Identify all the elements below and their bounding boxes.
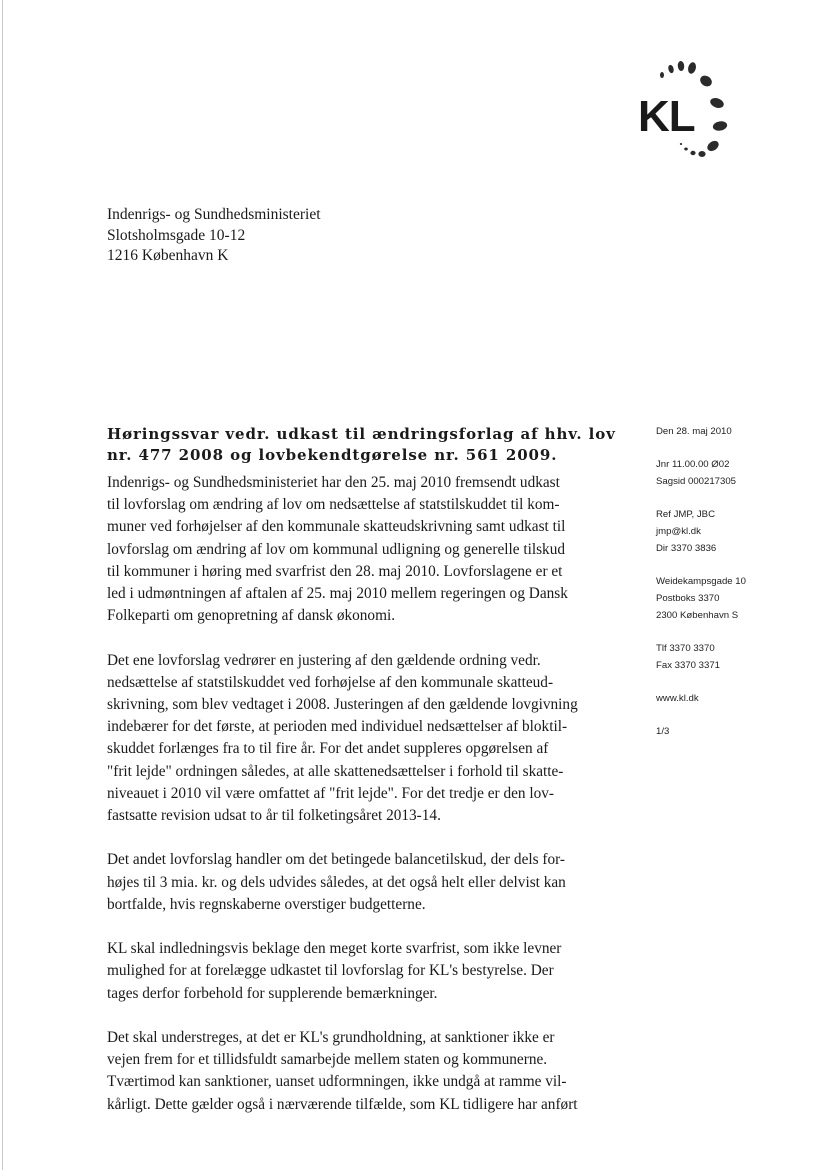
page-edge-line (2, 0, 3, 1170)
paragraph-5 (107, 1027, 627, 1116)
text-line: nedsættelse af statstilskuddet ved forhøjelse af den kommunale skatteud- (107, 673, 554, 691)
text-line: højes til 3 mia. kr. og dels udvides således, at det også helt eller delvist kan (107, 873, 566, 891)
text-line: Folkeparti om genopretning af dansk økonomi. (107, 607, 396, 625)
text-line: kårligt. Dette gælder også i nærværende tilfælde, som KL tidligere har anført (107, 1095, 578, 1113)
text-line: mulighed for at forelægge udkastet til lovforslag for KL's bestyrelse. Der (107, 962, 554, 980)
sidebar-page: 1/3 (656, 726, 670, 737)
paragraph-4 (107, 938, 627, 1005)
recipient-line: Slotsholmsgade 10-12 (107, 226, 246, 244)
kl-logo (620, 48, 760, 163)
sidebar-fax: Fax 3370 3371 (656, 660, 721, 671)
recipient-line: Indenrigs- og Sundhedsministeriet (107, 206, 321, 223)
text-line: lovforslag om ændring af lov om kommunal udligning og generelle tilskud (107, 540, 565, 558)
title-line: Høringssvar vedr. udkast til ændringsforlag af hhv. lov (107, 425, 616, 443)
paragraph-1 (107, 472, 627, 627)
sidebar-sagsid: Sagsid 000217305 (656, 476, 737, 487)
recipient-address (107, 205, 321, 267)
text-line: til kommuner i høring med svarfrist den 28. maj 2010. Lovforslagene er et (107, 562, 563, 580)
text-line: Tværtimod kan sanktioner, uanset udformningen, ikke undgå at ramme vil- (107, 1073, 567, 1091)
text-line: vejen frem for et tillidsfuldt samarbejde mellem staten og kommunerne. (107, 1051, 548, 1069)
paragraph-2 (107, 650, 627, 828)
text-line: skrivning, som blev vedtaget i 2008. Justeringen af den gældende lovgivning (107, 696, 578, 714)
text-line: bortfalde, hvis regnskaberne overstiger budgetterne. (107, 895, 426, 913)
text-line: niveauet i 2010 vil være omfattet af "frit lejde". For det tredje er den lov- (107, 784, 555, 802)
text-line: indebærer for det første, at perioden med individuel nedsættelser af bloktil- (107, 718, 568, 736)
sidebar-ref: Ref JMP, JBC (656, 509, 715, 520)
text-line: "frit lejde" ordningen således, at alle skattenedsættelser i forhold til skatte- (107, 762, 564, 780)
text-line: muner ved forhøjelser af den kommunale skatteudskrivning samt udkast til (107, 518, 566, 536)
sidebar-email: jmp@kl.dk (656, 526, 701, 537)
text-line: Det skal understreges, at det er KL's grundholdning, at sanktioner ikke er (107, 1029, 555, 1047)
paragraph-3 (107, 849, 627, 916)
text-line: Det andet lovforslag handler om det betingede balancetilskud, der dels for- (107, 851, 566, 869)
text-line: Indenrigs- og Sundhedsministeriet har den 25. maj 2010 fremsendt udkast (107, 474, 560, 491)
letter-body (107, 472, 627, 1138)
sidebar-postbox: Postboks 3370 (656, 593, 720, 604)
text-line: skuddet forlænges fra to til fire år. For det andet suppleres opgørelsen af (107, 740, 549, 758)
text-line: til lovforslag om ændring af lov om nedsættelse af statstilskuddet til kom- (107, 496, 560, 514)
sidebar-date: Den 28. maj 2010 (656, 426, 732, 437)
sidebar-dir: Dir 3370 3836 (656, 543, 717, 554)
title-line: nr. 477 2008 og lovbekendtgørelse nr. 561 2009. (107, 446, 558, 464)
text-line: KL skal indledningsvis beklage den meget korte svarfrist, som ikke levner (107, 940, 562, 958)
sidebar-tlf: Tlf 3370 3370 (656, 643, 715, 654)
kl-logo-text: KL (638, 92, 695, 141)
text-line: fastsatte revision udsat to år til folketingsåret 2013-14. (107, 807, 441, 825)
sidebar-street: Weidekampsgade 10 (656, 576, 746, 587)
text-line: tages derfor forbehold for supplerende bemærkninger. (107, 984, 438, 1002)
sidebar-city: 2300 København S (656, 610, 739, 621)
letter-title (107, 424, 627, 466)
text-line: led i udmøntningen af aftalen af 25. maj 2010 mellem regeringen og Dansk (107, 585, 568, 603)
sidebar-web: www.kl.dk (656, 693, 699, 704)
sidebar-jnr: Jnr 11.00.00 Ø02 (656, 459, 730, 470)
recipient-line: 1216 København K (107, 247, 229, 264)
text-line: Det ene lovforslag vedrører en justering af den gældende ordning vedr. (107, 651, 541, 669)
